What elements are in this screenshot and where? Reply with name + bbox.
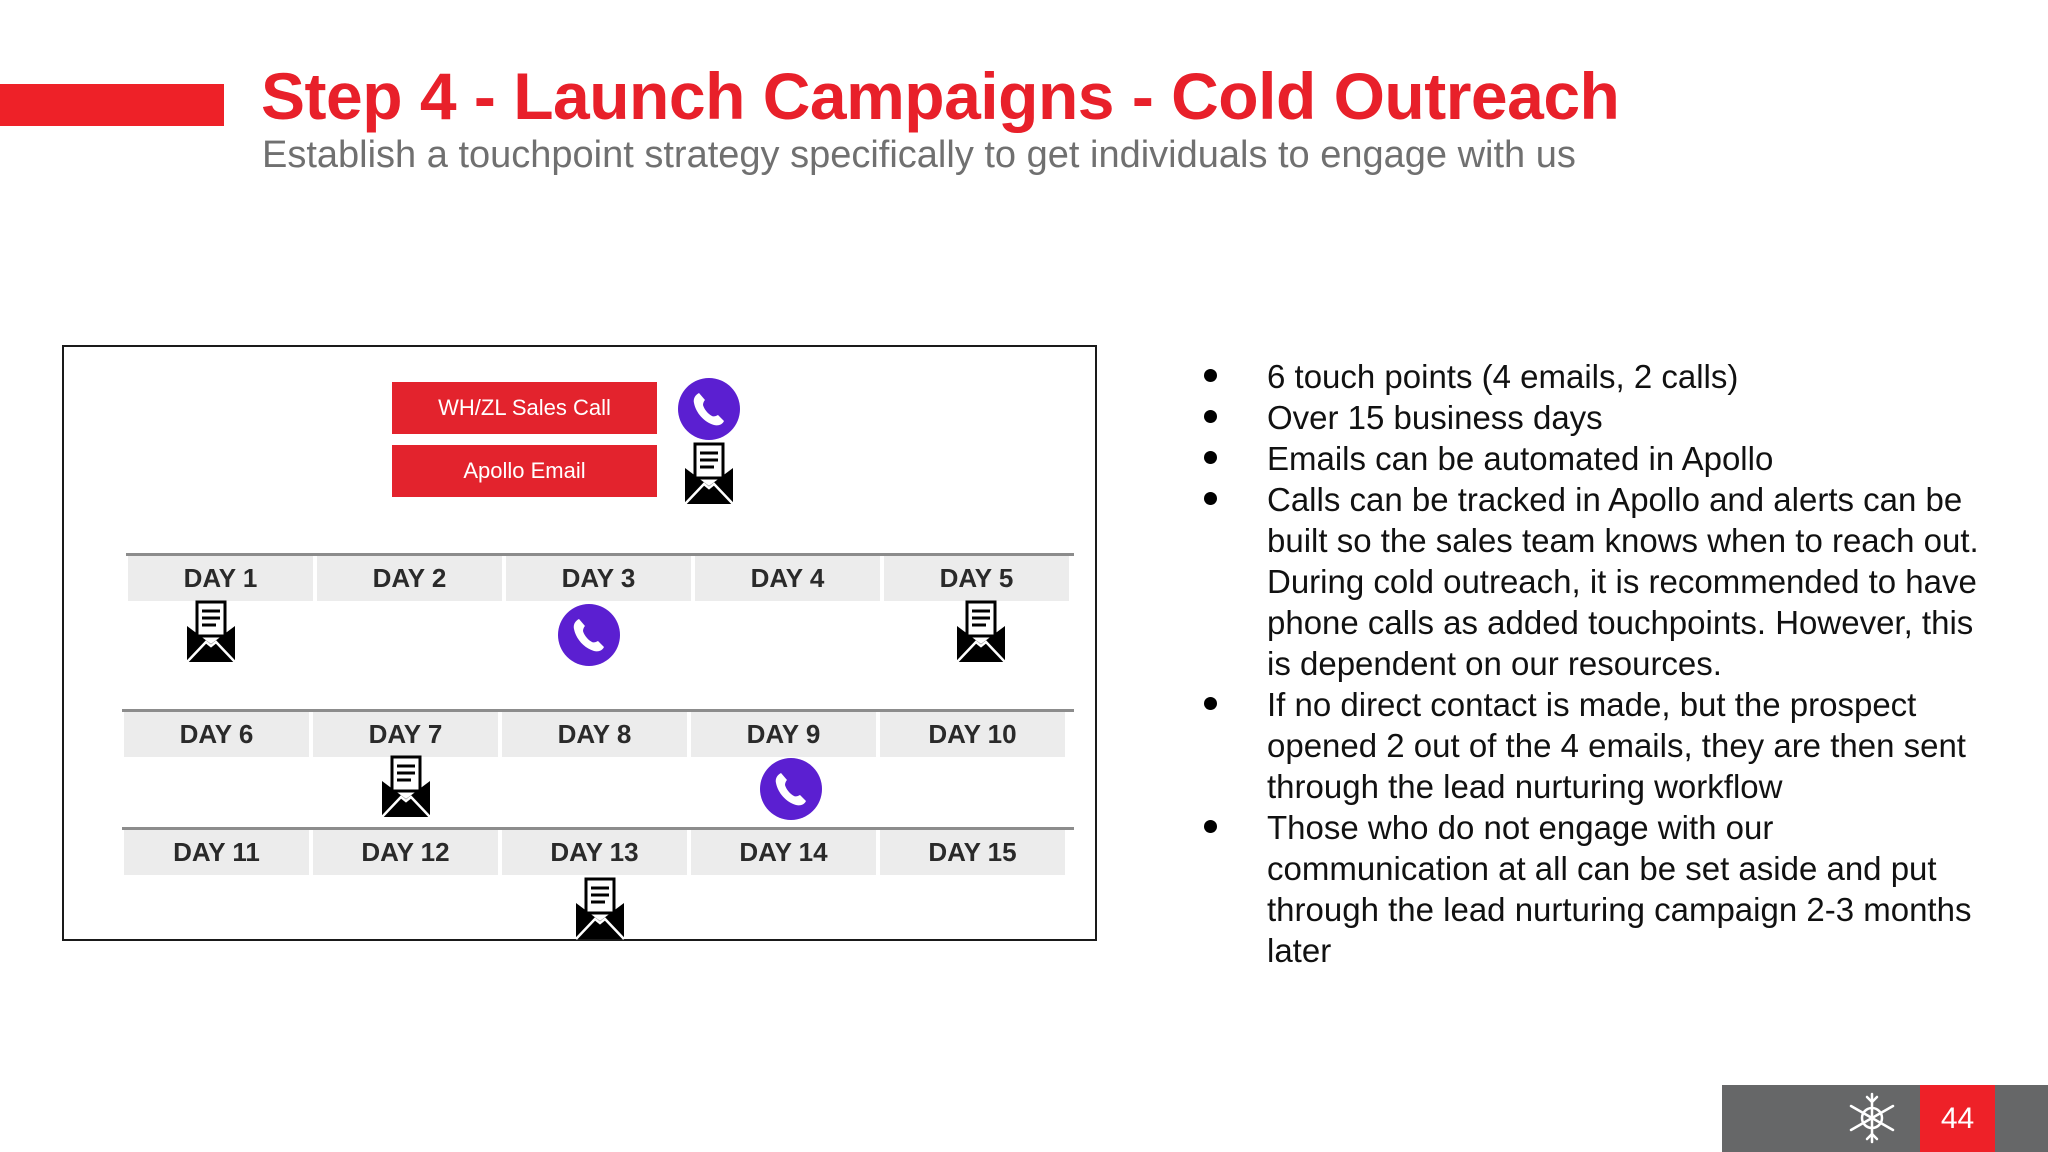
day-cell-14: DAY 14 bbox=[691, 830, 876, 875]
bullet-list bbox=[1196, 356, 1996, 971]
touchpoint-calendar-diagram bbox=[62, 345, 1097, 941]
bullet-item: 6 touch points (4 emails, 2 calls) bbox=[1196, 356, 1996, 397]
bullet-item: If no direct contact is made, but the prospect opened 2 out of the 4 emails, they are then sent through the lead nurturing workflow bbox=[1196, 684, 1996, 807]
day-cell-11: DAY 11 bbox=[124, 830, 309, 875]
snowflake-logo-icon bbox=[1845, 1091, 1899, 1145]
email-icon bbox=[185, 600, 237, 664]
title-accent-bar bbox=[0, 84, 224, 126]
legend-sales-call: WH/ZL Sales Call bbox=[392, 382, 657, 434]
slide-subtitle: Establish a touchpoint strategy specifically to get individuals to engage with us bbox=[262, 134, 1576, 176]
phone-icon bbox=[759, 757, 823, 821]
phone-icon bbox=[557, 603, 621, 667]
day-cell-7: DAY 7 bbox=[313, 712, 498, 757]
bullet-item: Calls can be tracked in Apollo and alerts can be built so the sales team knows when to reach out. During cold outreach, it is recommended to have phone calls as added touchpoints. However, this is dependent on our resources. bbox=[1196, 479, 1996, 684]
day-cell-13: DAY 13 bbox=[502, 830, 687, 875]
email-icon bbox=[955, 600, 1007, 664]
bullet-item: Those who do not engage with our communication at all can be set aside and put through the lead nurturing campaign 2-3 months later bbox=[1196, 807, 1996, 971]
day-cell-5: DAY 5 bbox=[884, 556, 1069, 601]
legend-apollo-email: Apollo Email bbox=[392, 445, 657, 497]
day-cell-6: DAY 6 bbox=[124, 712, 309, 757]
day-cell-1: DAY 1 bbox=[128, 556, 313, 601]
day-cell-10: DAY 10 bbox=[880, 712, 1065, 757]
day-cell-12: DAY 12 bbox=[313, 830, 498, 875]
day-cell-9: DAY 9 bbox=[691, 712, 876, 757]
email-icon bbox=[380, 755, 432, 819]
email-icon bbox=[574, 877, 626, 941]
email-icon bbox=[683, 442, 735, 506]
day-cell-2: DAY 2 bbox=[317, 556, 502, 601]
day-cell-4: DAY 4 bbox=[695, 556, 880, 601]
slide-title: Step 4 - Launch Campaigns - Cold Outreach bbox=[261, 59, 1620, 133]
bullet-item: Emails can be automated in Apollo bbox=[1196, 438, 1996, 479]
day-cell-3: DAY 3 bbox=[506, 556, 691, 601]
day-cell-8: DAY 8 bbox=[502, 712, 687, 757]
bullet-item: Over 15 business days bbox=[1196, 397, 1996, 438]
day-cell-15: DAY 15 bbox=[880, 830, 1065, 875]
phone-icon bbox=[677, 377, 741, 441]
page-number: 44 bbox=[1920, 1085, 1995, 1152]
